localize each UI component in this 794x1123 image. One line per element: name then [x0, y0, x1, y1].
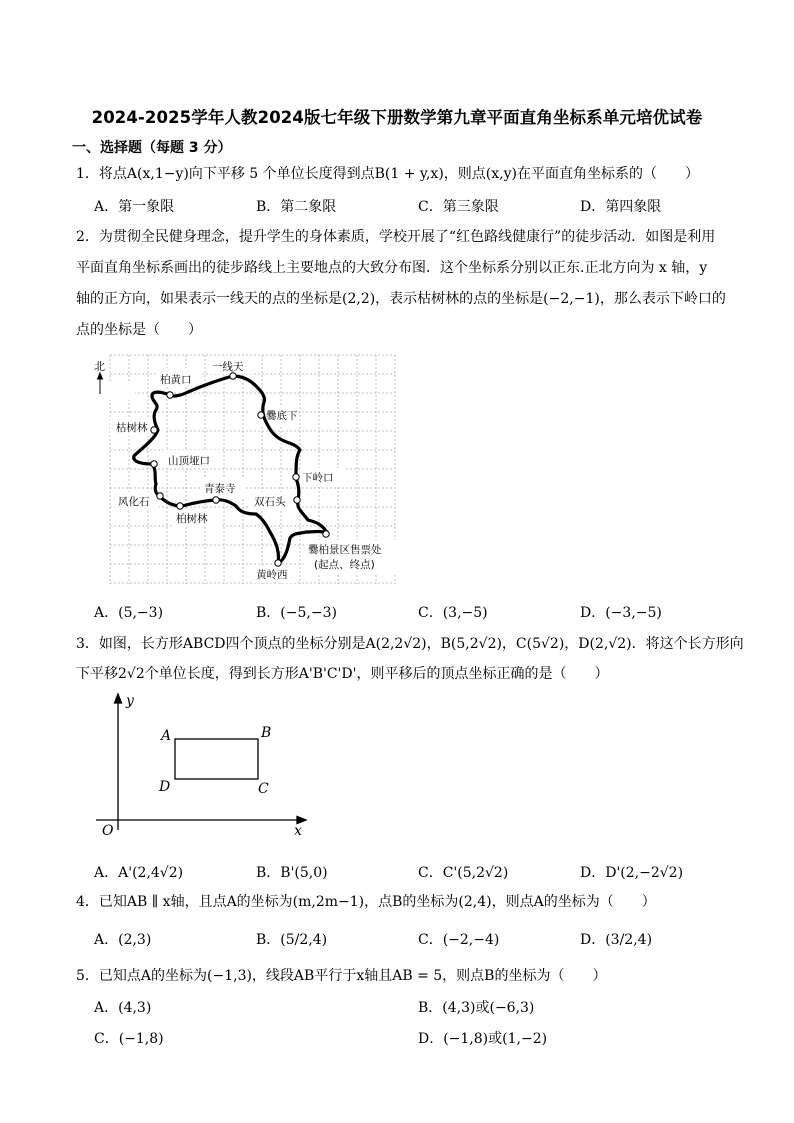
- vertex-b-label: B: [261, 725, 272, 741]
- label-huanglingxi: 黄岭西: [256, 569, 288, 581]
- hiking-route-map: [90, 352, 410, 592]
- rectangle-coordinate-figure: [88, 690, 318, 840]
- q4-option-a[interactable]: A．(2,3): [94, 932, 152, 948]
- route-path: [134, 376, 328, 564]
- label-shanding: 山顶垭口: [168, 455, 210, 467]
- q1-option-b[interactable]: B．第二象限: [256, 199, 337, 215]
- question-1-stem: 1．将点A(x,1−y)向下平移 5 个单位长度得到点B(1 + y,x)，则点(x,y)在平面直角坐标系的（ ）: [76, 166, 699, 182]
- label-yixiantian: 一线天: [212, 361, 244, 373]
- question-2-line-3: 轴的正方向，如果表示一线天的点的坐标是(2,2)，表示枯树林的点的坐标是(−2,−1)，那么表示下岭口的: [76, 291, 726, 307]
- label-kushulin: 枯树林: [116, 422, 148, 434]
- q4-option-d[interactable]: D．(3/2,4): [580, 932, 653, 948]
- q2-option-c[interactable]: C．(3,−5): [418, 605, 488, 621]
- question-2-line-1: 2．为贯彻全民健身理念，提升学生的身体素质，学校开展了“红色路线健康行”的徒步活动．如图是利用: [76, 229, 716, 245]
- question-3-line-2: 下平移2√2个单位长度，得到长方形A'B'C'D'，则平移后的顶点坐标正确的是（ ）: [76, 666, 609, 682]
- q2-option-d[interactable]: D．(−3,−5): [580, 605, 662, 621]
- x-axis-label: x: [294, 823, 302, 839]
- label-xialingkou: 下岭口: [302, 472, 334, 484]
- origin-label: O: [102, 823, 114, 839]
- label-start-end: (起点、终点): [314, 559, 375, 571]
- label-qingtaisi: 青泰寺: [204, 483, 236, 495]
- q3-option-b[interactable]: B．B'(5,0): [256, 865, 328, 881]
- q5-option-b[interactable]: B．(4,3)或(−6,3): [418, 1000, 535, 1016]
- label-pudixia: 爨底下: [266, 410, 298, 422]
- q1-option-d[interactable]: D．第四象限: [580, 199, 662, 215]
- q1-option-c[interactable]: C．第三象限: [418, 199, 499, 215]
- section-heading: 一、选择题（每题 3 分）: [72, 140, 232, 156]
- q3-option-c[interactable]: C．C'(5,2√2): [418, 865, 509, 881]
- label-baishulin: 柏树林: [176, 513, 208, 525]
- y-axis-label: y: [126, 693, 134, 709]
- north-label: 北: [94, 360, 105, 373]
- q5-option-c[interactable]: C．(−1,8): [94, 1031, 164, 1047]
- q4-option-b[interactable]: B．(5/2,4): [256, 932, 328, 948]
- vertex-a-label: A: [161, 728, 172, 744]
- question-4-stem: 4．已知AB ∥ x轴，且点A的坐标为(m,2m−1)，点B的坐标为(2,4)，则点A的坐标为（ ）: [76, 894, 656, 910]
- q3-option-d[interactable]: D．D'(2,−2√2): [580, 865, 684, 881]
- q2-option-b[interactable]: B．(−5,−3): [256, 605, 337, 621]
- question-2-line-4: 点的坐标是（ ）: [76, 322, 202, 338]
- question-5-stem: 5．已知点A的坐标为(−1,3)，线段AB平行于x轴且AB = 5，则点B的坐标为（ ）: [76, 968, 607, 984]
- q2-option-a[interactable]: A．(5,−3): [94, 605, 164, 621]
- y-axis-arrow: [115, 694, 122, 703]
- vertex-c-label: C: [258, 781, 269, 797]
- q5-option-d[interactable]: D．(−1,8)或(1,−2): [418, 1031, 548, 1047]
- page-title: 2024-2025学年人教2024版七年级下册数学第九章平面直角坐标系单元培优试卷: [91, 108, 703, 127]
- label-baihuangkou: 柏黄口: [160, 374, 192, 386]
- label-shuangshitou: 双石头: [254, 496, 286, 508]
- q1-option-a[interactable]: A．第一象限: [94, 199, 175, 215]
- question-2-line-2: 平面直角坐标系画出的徒步路线上主要地点的大致分布图．这个坐标系分别以正东.正北方向为 x 轴，y: [76, 260, 708, 276]
- vertex-d-label: D: [159, 779, 171, 795]
- question-3-line-1: 3．如图，长方形ABCD四个顶点的坐标分别是A(2,2√2)，B(5,2√2)，C(5√2)，D(2,√2)．将这个长方形向: [76, 636, 744, 652]
- label-ticket-office: 爨柏景区售票处: [308, 544, 382, 556]
- north-arrow: [98, 373, 103, 394]
- label-fenghuashi: 风化石: [118, 496, 150, 508]
- q5-option-a[interactable]: A．(4,3): [94, 1000, 152, 1016]
- q4-option-c[interactable]: C．(−2,−4): [418, 932, 500, 948]
- rectangle-abcd: [175, 739, 258, 779]
- q3-option-a[interactable]: A．A'(2,4√2): [94, 865, 184, 881]
